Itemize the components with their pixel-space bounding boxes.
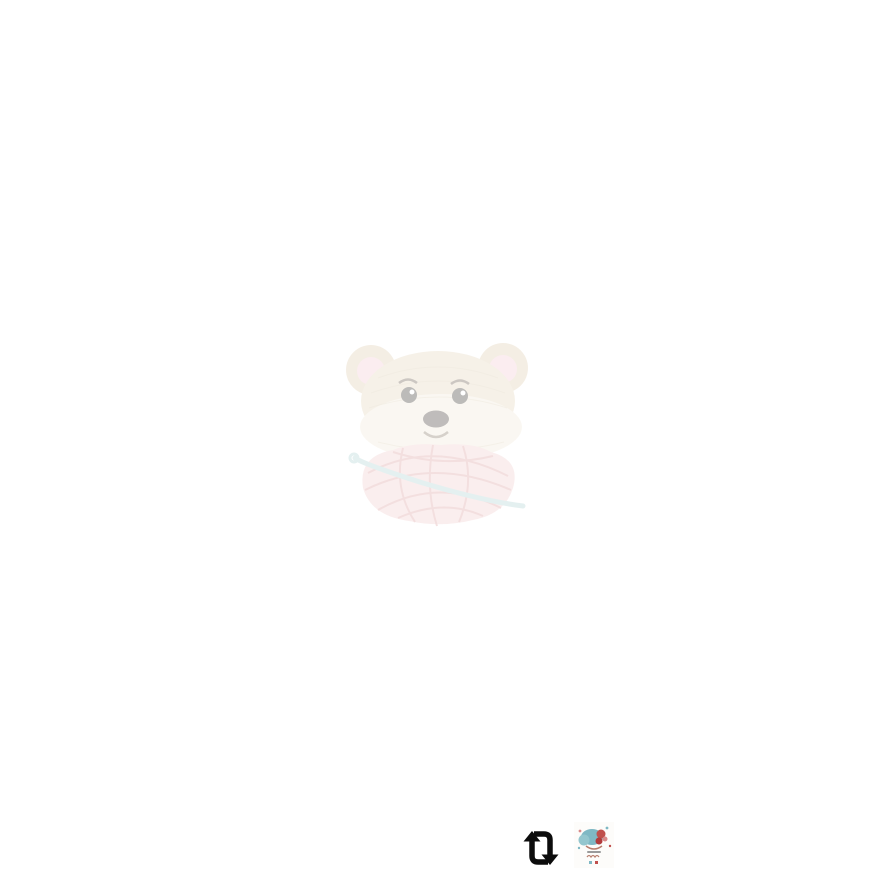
repost-icon <box>519 828 563 868</box>
bear-eye-right <box>452 388 468 404</box>
repost-attribution <box>519 822 628 868</box>
bear-eye-left <box>401 387 417 403</box>
bear-nose <box>423 411 449 428</box>
bear-eye-left-glint <box>410 390 415 395</box>
bear-eye-right-glint <box>461 391 466 396</box>
crochet-bear-illustration <box>333 338 538 533</box>
avatar-image <box>574 822 614 868</box>
